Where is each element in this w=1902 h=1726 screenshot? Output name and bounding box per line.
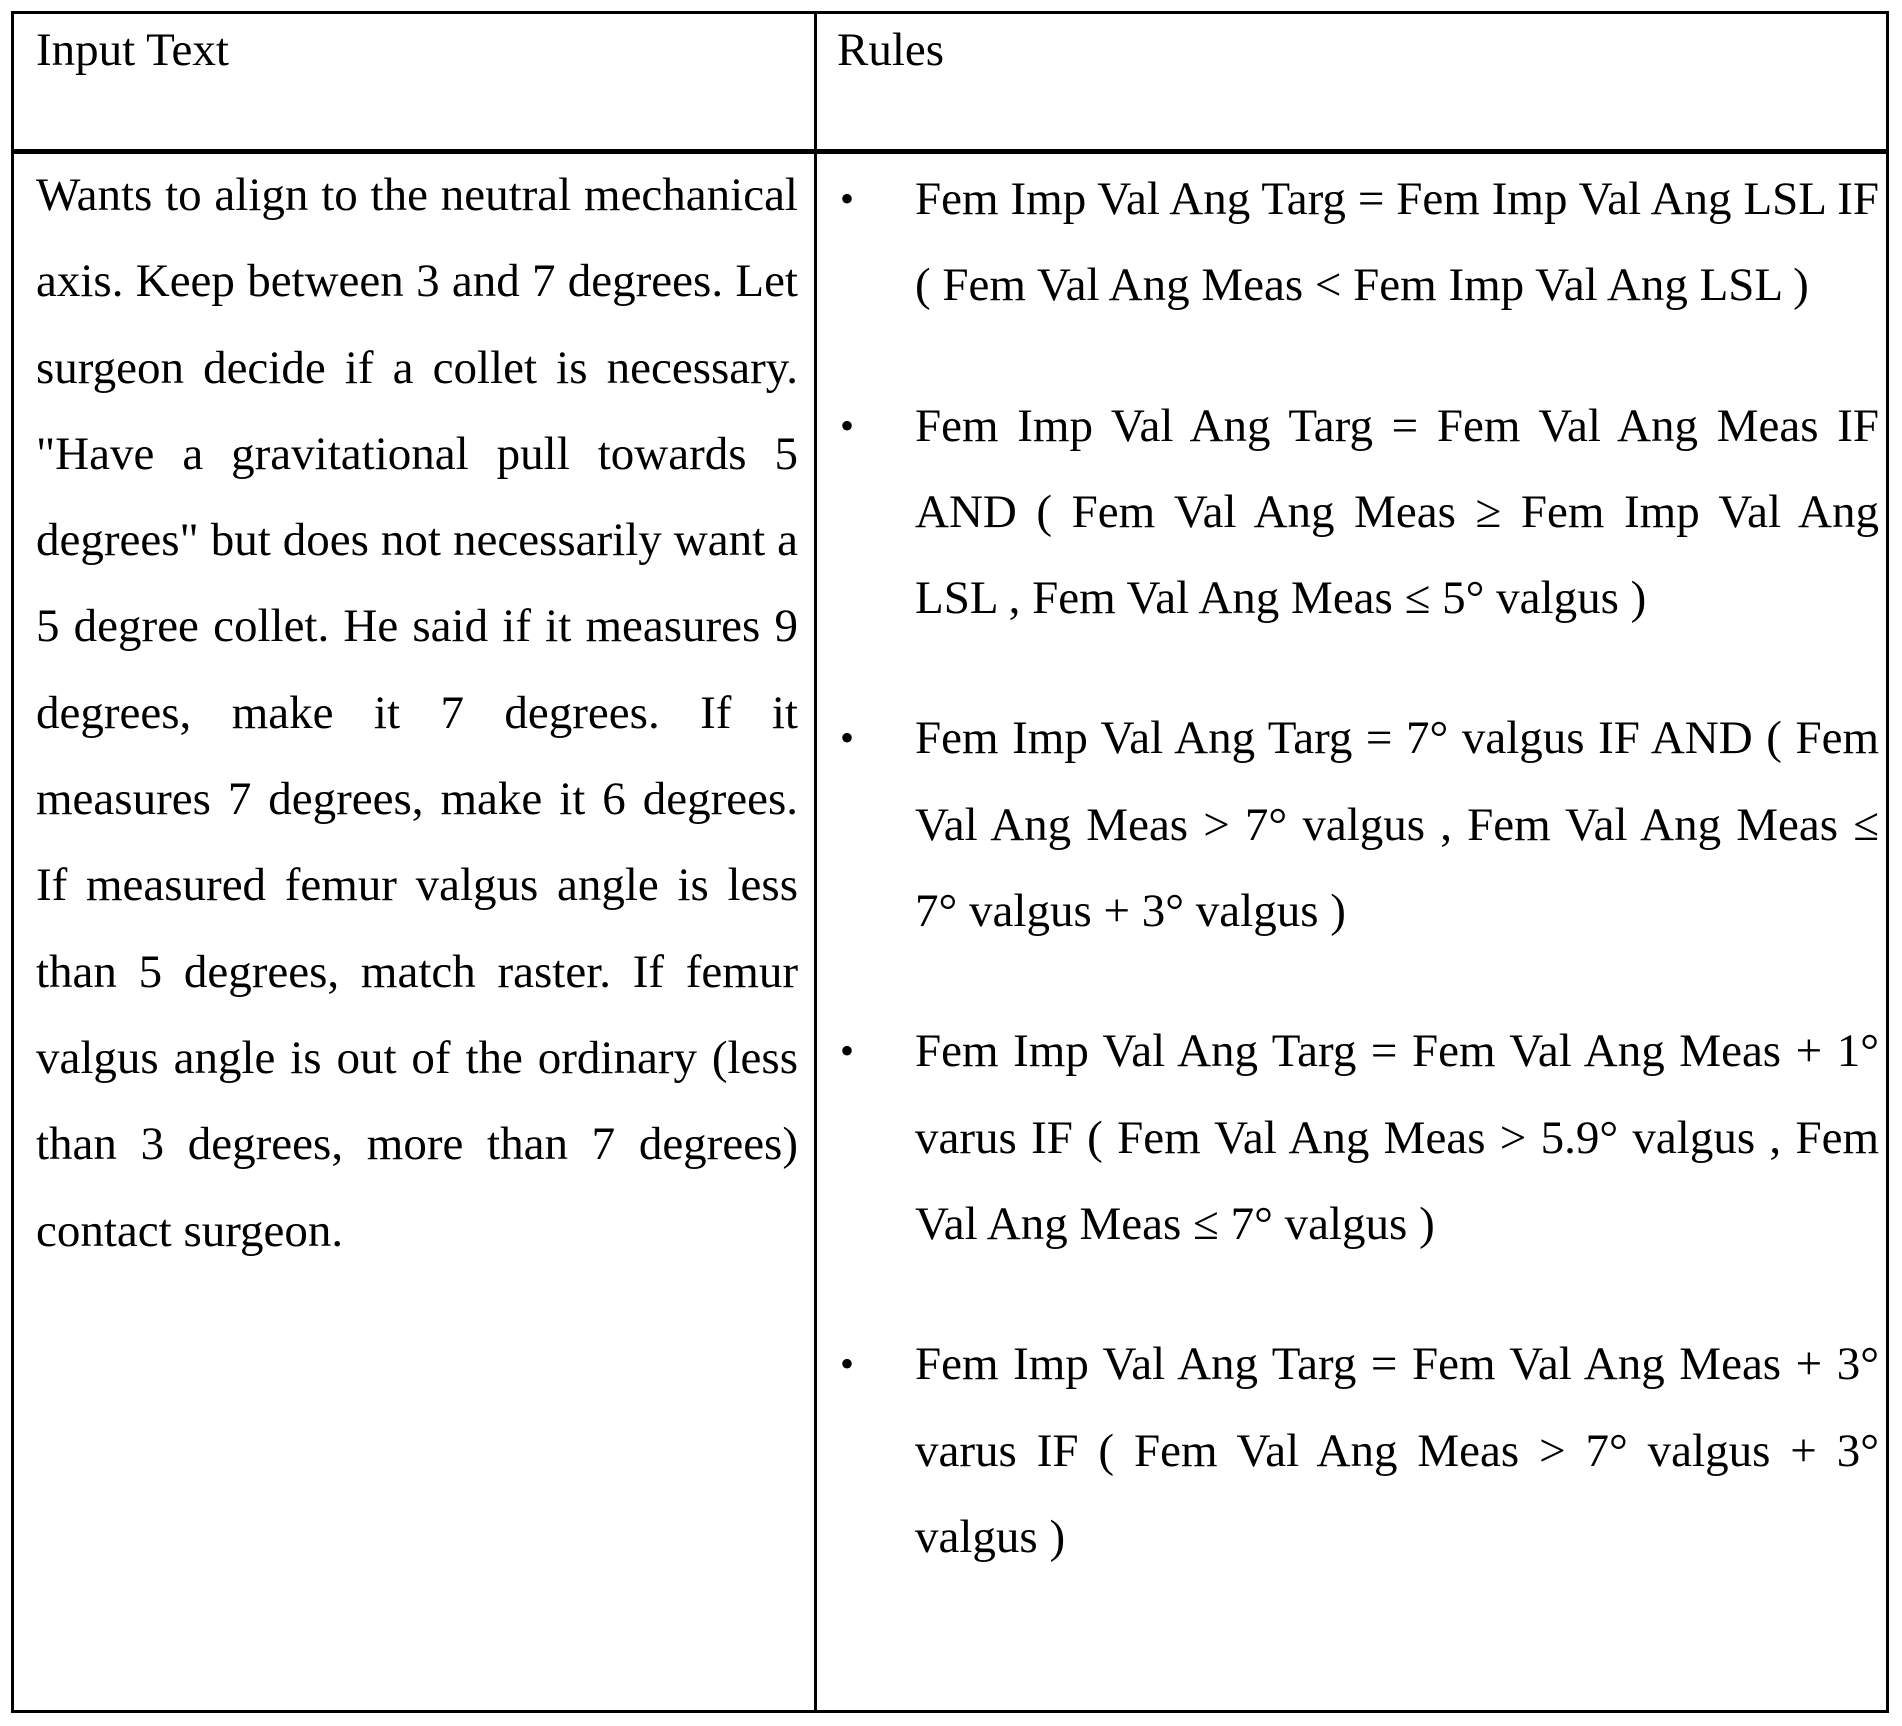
input-text-cell: Wants to align to the neutral mechanical axis. Keep between 3 and 7 degrees. Let surgeon decide if a collet is necessary. "Have a gravitational pull towards 5 degrees" but does not necessarily want a 5 degree collet. He said if it measures 9 degrees, make it 7 degrees. If it measures 7 degrees, make it 6 degrees. If measured femur valgus angle is less than 5 degrees, match raster. If femur valgus angle is out of the ordinary (less than 3 degrees, more than 7 degrees) contact surgeon. <box>36 169 798 1257</box>
rule-text: Fem Imp Val Ang Targ = Fem Val Ang Meas IF AND ( Fem Val Ang Meas ≥ Fem Imp Val Ang LSL , Fem Val Ang Meas ≤ 5° valgus ) <box>915 399 1879 625</box>
rule-item <box>834 1321 1879 1580</box>
rule-text: Fem Imp Val Ang Targ = 7° valgus IF AND ( Fem Val Ang Meas > 7° valgus , Fem Val Ang Meas ≤ 7° valgus + 3° valgus ) <box>915 712 1879 938</box>
bullet-icon: • <box>840 715 855 761</box>
rule-text: Fem Imp Val Ang Targ = Fem Imp Val Ang LSL IF ( Fem Val Ang Meas < Fem Imp Val Ang LSL ) <box>915 173 1879 312</box>
header-rules: Rules <box>837 24 945 76</box>
rule-item <box>834 1008 1879 1267</box>
rule-text: Fem Imp Val Ang Targ = Fem Val Ang Meas + 1° varus IF ( Fem Val Ang Meas > 5.9° valgus , Fem Val Ang Meas ≤ 7° valgus ) <box>915 1025 1879 1250</box>
bullet-icon: • <box>840 1028 855 1074</box>
rule-item <box>834 156 1879 329</box>
bullet-icon: • <box>840 402 855 448</box>
bullet-icon: • <box>840 176 855 221</box>
bullet-icon: • <box>840 1341 855 1387</box>
rules-table <box>11 11 1889 1713</box>
rules-list <box>834 156 1879 1634</box>
header-input-text: Input Text <box>36 24 229 76</box>
column-divider <box>814 14 817 1710</box>
rule-item <box>834 383 1879 642</box>
rule-item <box>834 695 1879 954</box>
rule-text: Fem Imp Val Ang Targ = Fem Val Ang Meas + 3° varus IF ( Fem Val Ang Meas > 7° valgus + 3° valgus ) <box>915 1338 1879 1563</box>
